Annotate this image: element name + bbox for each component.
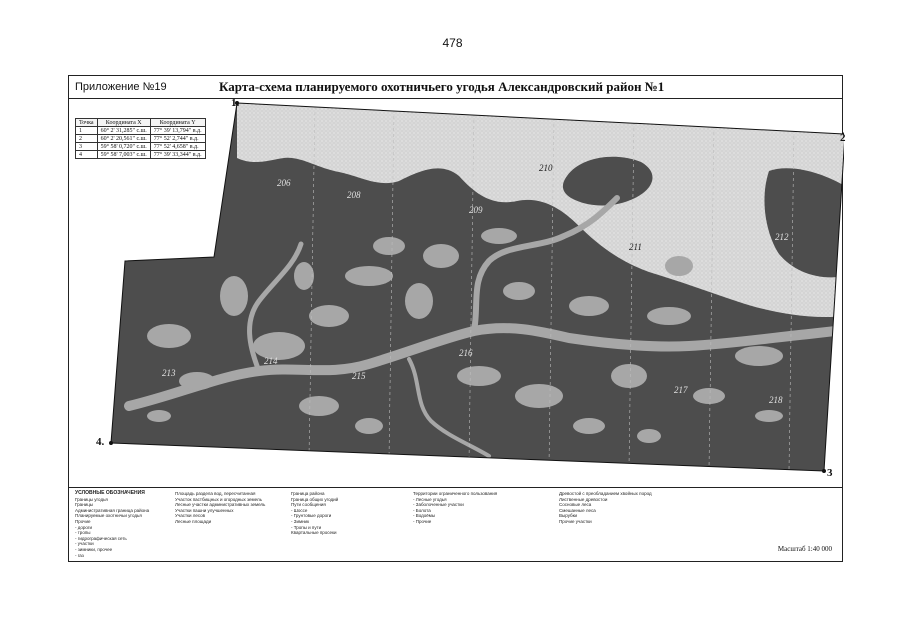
- legend-item: Вырубки: [559, 513, 578, 519]
- point-cell: 1: [76, 127, 98, 135]
- legend-item: - гидрографическая сеть: [75, 535, 127, 541]
- legend-item: - Шоссе: [291, 507, 308, 513]
- coordinates-header-row: [76, 119, 206, 127]
- x-cell: 60° 2' 31,285" с.ш.: [97, 127, 150, 135]
- legend-item: Прочие участки: [559, 518, 592, 524]
- legend-item: - Прочие: [413, 518, 432, 524]
- legend-item: Граница района: [291, 491, 325, 496]
- legend-item: - зимники, прочее: [75, 546, 113, 552]
- legend-item: Административная граница района: [75, 507, 150, 513]
- legend-item: Лесные площади: [175, 518, 212, 524]
- table-row: [76, 143, 206, 151]
- legend-item: Пути сообщения: [291, 502, 326, 508]
- legend-item: - Зимник: [291, 518, 310, 524]
- corner-label-2: 2: [840, 132, 846, 144]
- point-cell: 3: [76, 143, 98, 151]
- legend-item: - Заболоченные участки: [413, 502, 464, 508]
- legend-column-1: [75, 491, 171, 558]
- legend-item: Квартальные просеки: [291, 530, 337, 536]
- legend-item: - дороги: [75, 524, 93, 530]
- legend-item: - Болота: [413, 507, 431, 513]
- point-cell: 4: [76, 151, 98, 159]
- x-cell: 60° 2' 20,561" с.ш.: [97, 135, 150, 143]
- legend-item: Границы: [75, 502, 93, 508]
- table-row: [76, 151, 206, 159]
- quarter-number-208: 208: [347, 190, 361, 200]
- legend-column-3: [291, 491, 407, 536]
- quarter-number-213: 213: [162, 368, 176, 378]
- legend-item: - тропы: [75, 530, 91, 536]
- corner-label-4: 4.: [96, 436, 105, 448]
- coordinates-header-point: Точка: [76, 119, 98, 127]
- x-cell: 59° 58' 0,720" с.ш.: [97, 143, 150, 151]
- map-sheet: [68, 75, 846, 562]
- corner-label-1: 1.: [231, 97, 240, 109]
- quarter-number-218: 218: [769, 395, 783, 405]
- legend-item: Сосновые леса: [559, 502, 592, 508]
- legend-item: - газ: [75, 552, 84, 558]
- legend-item: Лиственные древостои: [559, 496, 608, 502]
- appendix-label: Приложение №19: [75, 81, 167, 93]
- quarter-number-210: 210: [539, 163, 553, 173]
- quarter-number-211: 211: [629, 242, 642, 252]
- legend-item: - Тропы и пути: [291, 524, 322, 530]
- table-row: [76, 135, 206, 143]
- point-cell: 2: [76, 135, 98, 143]
- page-number: 478: [442, 36, 463, 50]
- legend-item: Границы угодья: [75, 496, 108, 502]
- map-scale: Масштаб 1:40 000: [777, 545, 832, 553]
- legend-item: - Водоёмы: [413, 513, 436, 519]
- legend-divider: [69, 487, 842, 488]
- legend-item: Планируемые охотничьи угодья: [75, 513, 142, 519]
- legend-column-4: [413, 491, 553, 525]
- legend-column-2: [175, 491, 287, 525]
- legend-item: - Лесные угодья: [413, 496, 447, 502]
- coordinates-header-x: Координата X: [97, 119, 150, 127]
- y-cell: 77° 52' 4,658" в.д.: [150, 143, 205, 151]
- legend-item: - Грунтовые дороги: [291, 513, 332, 519]
- y-cell: 77° 39' 33,344" в.д.: [150, 151, 205, 159]
- legend-item: Смешанные леса: [559, 507, 596, 513]
- map-title: Карта-схема планируемого охотничьего угодья Александровский район №1: [219, 79, 665, 94]
- coordinates-header-y: Координата Y: [150, 119, 205, 127]
- y-cell: 77° 52' 2,744" в.д.: [150, 135, 205, 143]
- legend-item: Граница общих угодий: [291, 496, 339, 502]
- quarter-number-215: 215: [352, 371, 366, 381]
- x-cell: 59° 58' 7,003" с.ш.: [97, 151, 150, 159]
- legend-item: Участки лесов: [175, 513, 206, 519]
- corner-label-3: 3: [827, 467, 833, 479]
- legend-item: Лесные участки административных земель: [175, 502, 266, 508]
- legend-title: УСЛОВНЫЕ ОБОЗНАЧЕНИЯ: [75, 490, 145, 496]
- quarter-number-212: 212: [775, 232, 789, 242]
- quarter-number-214: 214: [264, 356, 278, 366]
- quarter-number-206: 206: [277, 178, 291, 188]
- quarter-number-217: 217: [674, 385, 688, 395]
- legend-column-5: [559, 491, 819, 525]
- legend-item: - участки: [75, 541, 94, 547]
- legend-item: Участок пастбищных и огородных земель: [175, 496, 262, 502]
- y-cell: 77° 39' 13,794" в.д.: [150, 127, 205, 135]
- legend-item: Древостой с преобладанием хвойных пород: [559, 491, 652, 496]
- legend-item: Участки пашни улучшенных: [175, 507, 234, 513]
- quarter-number-209: 209: [469, 205, 483, 215]
- table-row: [76, 127, 206, 135]
- legend-item: Прочие: [75, 518, 91, 524]
- legend-item: Территории ограниченного пользования: [413, 491, 498, 496]
- coordinates-table: [75, 118, 206, 159]
- quarter-number-216: 216: [459, 348, 473, 358]
- legend-item: Площадь раздела вод, пересчитанная: [175, 491, 256, 496]
- map-legend: [75, 491, 835, 557]
